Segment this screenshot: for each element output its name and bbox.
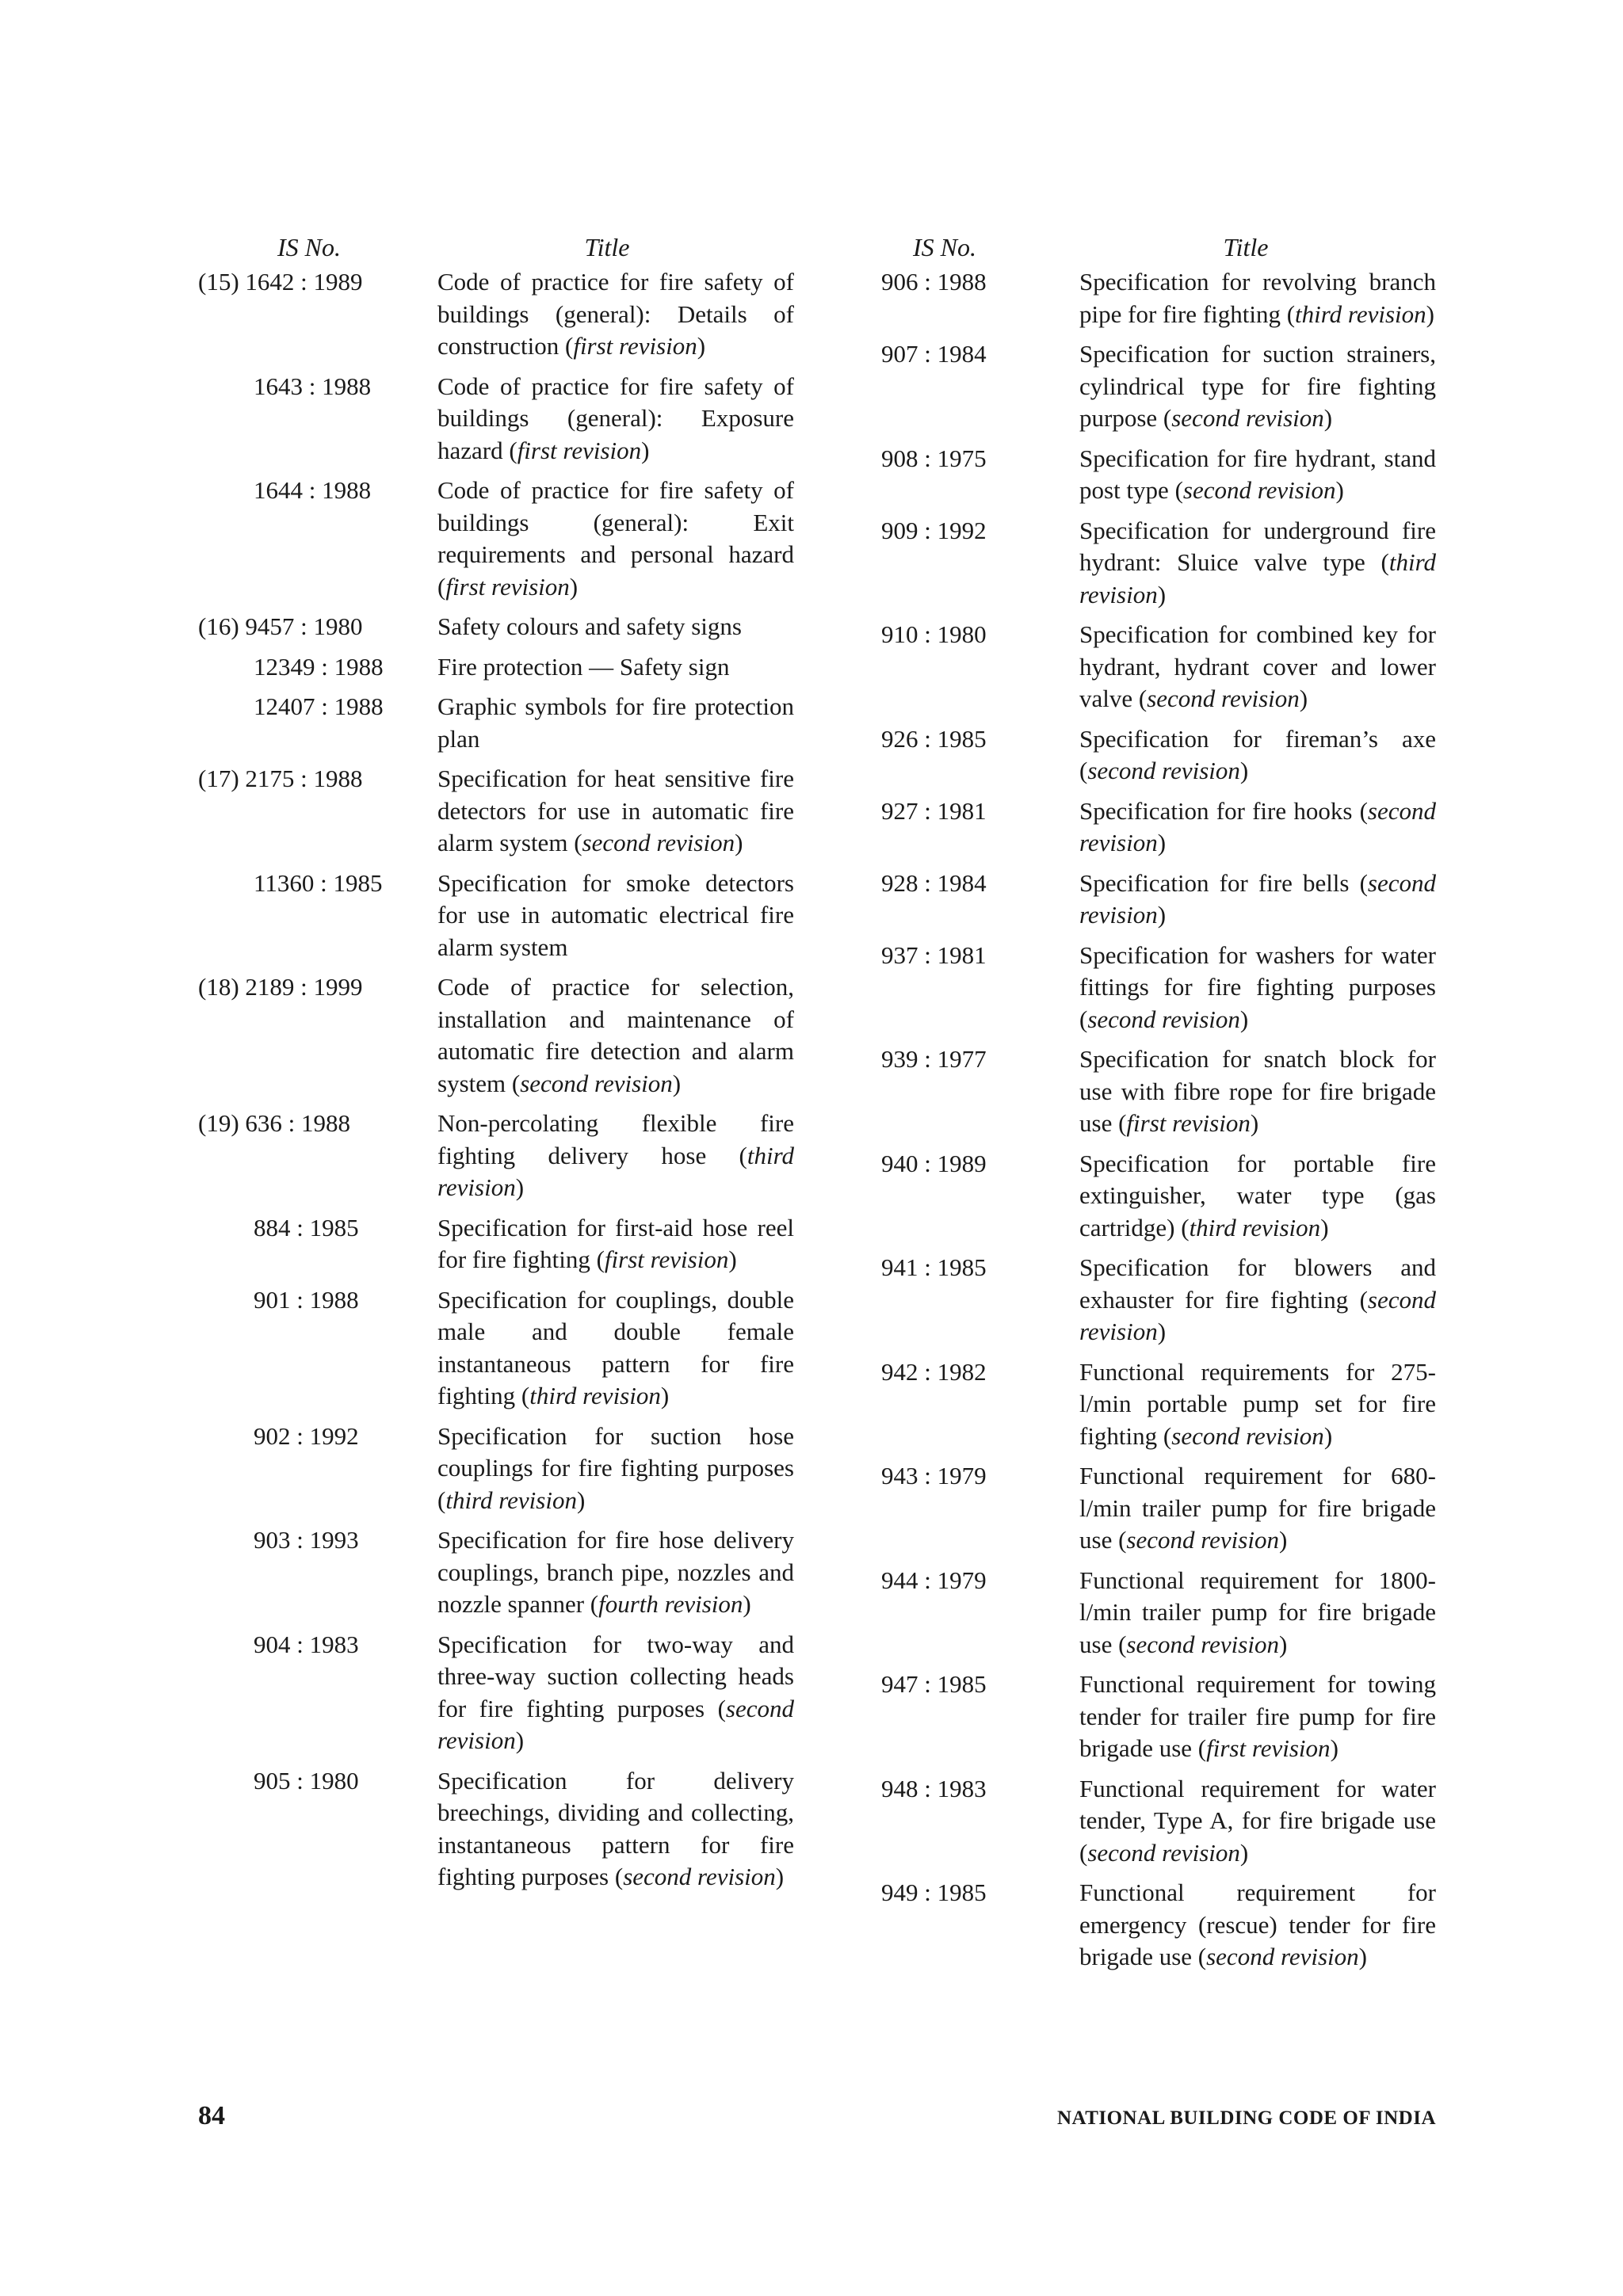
standard-title: Specification for blowers and exhauster for fire fighting (second revision) (1079, 1253, 1437, 1345)
standard-number: 948 : 1983 (881, 1774, 987, 1802)
standard-title-text: Functional requirement for towing tender for trailer fire pump for fire brigade use (1079, 1670, 1436, 1762)
standard-number: (15) 1642 : 1989 (198, 268, 363, 296)
revision-note: first revision (573, 332, 697, 360)
right-standards-list (881, 266, 1436, 1974)
standard-title: Code of practice for fire safety of buildings (general): Exposure hazard (first revision) (437, 372, 794, 464)
standard-title: Specification for washers for water fittings for fire fighting purposes (second revision) (1079, 940, 1436, 1033)
standard-entry (198, 1108, 794, 1204)
standard-title: Specification for fire hooks (second revision) (1079, 796, 1437, 856)
standard-title: Specification for fire hydrant, stand post type (second revision) (1079, 444, 1436, 504)
standard-title-text: Safety colours and safety signs (437, 612, 742, 640)
standard-title-text: Code of practice for selection, installation and maintenance of automatic fire detection and alarm system (437, 973, 794, 1097)
standard-title: Functional requirement for towing tender for trailer fire pump for fire brigade use (first revision) (1079, 1670, 1436, 1762)
standard-title-text: Specification for fire hose delivery couplings, branch pipe, nozzles and nozzle spanner (437, 1526, 794, 1618)
revision-note: second revision (1171, 404, 1324, 432)
revision-note: third revision (1189, 1213, 1321, 1241)
standard-title: Specification for delivery breechings, dividing and collecting, instantaneous pattern for fire fighting purposes (second revision) (437, 1766, 794, 1890)
revision-note: second revision (623, 1863, 776, 1890)
standard-number: 907 : 1984 (881, 340, 987, 368)
standard-title-text: Functional requirement for water tender, Type A, for fire brigade use (1079, 1774, 1436, 1834)
standard-title: Specification for heat sensitive fire detectors for use in automatic fire alarm system (second revision) (437, 765, 794, 856)
standard-title: Specification for suction strainers, cylindrical type for fire fighting purpose (second revision) (1079, 340, 1436, 432)
standard-entry (881, 1356, 1436, 1453)
standard-title-text: Specification for fire hydrant, stand post type (1079, 444, 1436, 504)
standard-number: 937 : 1981 (881, 940, 987, 969)
standard-entry (198, 1765, 794, 1894)
standard-title: Specification for suction hose couplings for fire fighting purposes (third revision) (437, 1421, 794, 1514)
right-column-header (881, 231, 1436, 263)
standard-entry (881, 795, 1436, 860)
revision-note: first revision (1206, 1734, 1331, 1762)
standard-title: Specification for two-way and three-way suction collecting heads for fire fighting purposes (second revision) (437, 1630, 794, 1754)
standard-title (437, 651, 794, 684)
standard-entry (198, 1524, 794, 1621)
standard-title-text: Fire protection — Safety sign (437, 652, 730, 681)
revision-note: third revision (437, 1141, 794, 1201)
standard-entry (881, 1460, 1436, 1557)
standard-title-text: Specification for combined key for hydrant, hydrant cover and lower valve (1079, 620, 1436, 712)
revision-note: second revision (1087, 1838, 1240, 1867)
revision-note: first revision (604, 1245, 729, 1273)
revision-note: fourth revision (598, 1590, 743, 1618)
revision-note: second revision (1087, 1005, 1240, 1033)
standard-title: Code of practice for fire safety of buildings (general): Details of construction (first revision) (437, 268, 794, 360)
standard-title: Functional requirement for emergency (rescue) tender for fire brigade use (second revision) (1079, 1878, 1436, 1970)
standard-title: Specification for snatch block for use with fibre rope for fire brigade use (first revision) (1079, 1045, 1436, 1137)
standard-title: Specification for fire bells (second revision) (1079, 868, 1436, 929)
standard-number: 941 : 1985 (881, 1253, 987, 1281)
revision-note: third revision (445, 1486, 577, 1514)
revision-note: second revision (1079, 868, 1436, 929)
standard-number: 901 : 1988 (254, 1285, 359, 1314)
standard-title: Specification for couplings, double male and double female instantaneous pattern for fire fighting (third revision) (437, 1285, 794, 1409)
standard-entry (198, 1629, 794, 1757)
standard-entry (881, 338, 1436, 435)
standard-entry (881, 1565, 1436, 1661)
standard-title-text: Code of practice for fire safety of buildings (general): Exposure hazard (437, 372, 794, 464)
standard-entry (881, 515, 1436, 612)
standard-title-text: Functional requirement for 1800-l/min trailer pump for fire brigade use (1079, 1566, 1436, 1658)
page-footer (198, 2101, 1436, 2131)
standard-entry (881, 1148, 1436, 1245)
standard-number: 905 : 1980 (254, 1766, 359, 1794)
page-number: 84 (198, 2101, 225, 2130)
standard-number: (17) 2175 : 1988 (198, 765, 363, 792)
revision-note: second revision (1206, 1943, 1359, 1970)
standard-entry (881, 1773, 1436, 1870)
standard-entry (881, 1669, 1436, 1765)
standard-title-text: Specification for couplings, double male and double female instantaneous pattern for fire fighting (437, 1285, 794, 1409)
revision-note: second revision (1079, 796, 1437, 856)
standard-number: 1644 : 1988 (254, 476, 372, 504)
standard-title-text: Specification for heat sensitive fire detectors for use in automatic fire alarm system (437, 765, 794, 856)
standard-title-text: Specification for suction hose couplings for fire fighting purposes (437, 1421, 794, 1482)
revision-note: second revision (1182, 476, 1336, 504)
standard-number: 884 : 1985 (254, 1213, 359, 1241)
standard-entry (881, 940, 1436, 1036)
standard-title-text: Specification for smoke detectors for use in automatic electrical fire alarm system (437, 868, 794, 961)
standard-entry (881, 1043, 1436, 1140)
standard-title: Specification for fireman’s axe (second revision) (1079, 724, 1436, 784)
standard-title: Code of practice for fire safety of buildings (general): Exit requirements and personal hazard (first revision) (437, 476, 794, 601)
isno-header: IS No. (913, 233, 976, 261)
standard-entry (198, 611, 794, 643)
standard-entry (198, 868, 794, 964)
revision-note: third revision (1295, 299, 1426, 328)
standard-entry (881, 443, 1436, 507)
standard-entry (198, 691, 794, 755)
standard-title-text: Specification for underground fire hydrant: Sluice valve type (1079, 516, 1436, 576)
standard-number: (19) 636 : 1988 (198, 1109, 351, 1137)
standard-number: 942 : 1982 (881, 1357, 987, 1386)
standard-entry (881, 1877, 1436, 1974)
standard-number: 908 : 1975 (881, 444, 987, 472)
standard-entry (881, 868, 1436, 932)
revision-note: second revision (1126, 1630, 1279, 1658)
standard-number: 947 : 1985 (881, 1670, 987, 1698)
standard-title: Specification for combined key for hydrant, hydrant cover and lower valve (second revision) (1079, 620, 1436, 712)
standard-title: Specification for revolving branch pipe for fire fighting (third revision) (1079, 268, 1436, 328)
standard-title-text: Specification for snatch block for use with fibre rope for fire brigade use (1079, 1045, 1436, 1137)
standard-title-text: Specification for delivery breechings, dividing and collecting, instantaneous pattern for fire fighting purposes (437, 1766, 794, 1890)
standard-title: Functional requirement for 1800-l/min trailer pump for fire brigade use (second revision) (1079, 1566, 1436, 1658)
standard-number: 926 : 1985 (881, 724, 987, 753)
revision-note: second revision (1147, 685, 1300, 712)
revision-note: third revision (529, 1382, 661, 1409)
standard-number: 902 : 1992 (254, 1421, 359, 1450)
standard-number: 904 : 1983 (254, 1630, 359, 1658)
standard-entry (198, 763, 794, 860)
left-column-header (198, 231, 794, 263)
standard-title: Specification for underground fire hydrant: Sluice valve type (third revision) (1079, 516, 1437, 608)
standard-title: Specification for fire hose delivery couplings, branch pipe, nozzles and nozzle spanner (fourth revision) (437, 1526, 794, 1618)
standard-title-text: Specification for suction strainers, cylindrical type for fire fighting purpose (1079, 340, 1436, 432)
standard-title-text: Specification for fire hooks (1079, 796, 1353, 825)
standard-title-text: Functional requirements for 275-l/min portable pump set for fire fighting (1079, 1357, 1436, 1450)
standard-number: 944 : 1979 (881, 1566, 987, 1594)
standard-title-text: Code of practice for fire safety of buildings (general): Details of construction (437, 268, 794, 360)
standard-title (437, 691, 794, 755)
standard-number: 1643 : 1988 (254, 372, 372, 400)
standard-title-text: Specification for two-way and three-way suction collecting heads for fire fighting purposes (437, 1630, 794, 1722)
standard-number: 943 : 1979 (881, 1462, 987, 1489)
standard-number: 906 : 1988 (881, 268, 987, 296)
standard-title: Functional requirement for water tender, Type A, for fire brigade use (second revision) (1079, 1774, 1436, 1867)
standard-entry (881, 266, 1436, 330)
left-column (198, 231, 794, 1901)
revision-note: first revision (517, 436, 642, 464)
standard-number: 949 : 1985 (881, 1878, 987, 1906)
standard-entry (881, 1252, 1436, 1348)
standard-number: 12349 : 1988 (254, 652, 384, 681)
revision-note: first revision (445, 572, 570, 601)
standard-entry (198, 651, 794, 684)
revision-note: second revision (437, 1694, 794, 1754)
title-header: Title (1223, 233, 1269, 261)
standard-number: 940 : 1989 (881, 1149, 987, 1177)
standard-title: Functional requirements for 275-l/min portable pump set for fire fighting (second revision) (1079, 1357, 1436, 1450)
revision-note: second revision (1079, 1285, 1437, 1345)
standard-title-text: Specification for washers for water fittings for fire fighting purposes (1079, 940, 1436, 1001)
left-standards-list (198, 266, 794, 1894)
standard-number: 910 : 1980 (881, 620, 987, 648)
revision-note: second revision (1171, 1421, 1324, 1450)
standard-number: 12407 : 1988 (254, 692, 384, 720)
standard-entry (198, 371, 794, 467)
standard-number: (16) 9457 : 1980 (198, 612, 363, 640)
right-column (881, 231, 1436, 1981)
standard-number: (18) 2189 : 1999 (198, 973, 363, 1001)
standard-entry (198, 1284, 794, 1413)
revision-note: second revision (520, 1069, 673, 1097)
standard-title: Specification for portable fire extinguisher, water type (gas cartridge) (third revision) (1079, 1149, 1436, 1241)
standard-title-text: Specification for revolving branch pipe for fire fighting (1079, 268, 1436, 328)
standard-title-text: Specification for fire bells (1079, 868, 1350, 897)
revision-note: third revision (1079, 548, 1437, 608)
revision-note: second revision (1126, 1526, 1279, 1554)
title-header: Title (584, 233, 630, 261)
standard-number: 909 : 1992 (881, 516, 987, 544)
standard-number: 903 : 1993 (254, 1526, 359, 1554)
standard-entry (198, 971, 794, 1100)
standard-title: Functional requirement for 680-l/min trailer pump for fire brigade use (second revision) (1079, 1462, 1436, 1554)
standard-title-text: Code of practice for fire safety of buildings (general): Exit requirements and personal hazard (437, 476, 794, 568)
standard-entry (881, 619, 1436, 715)
running-title: NATIONAL BUILDING CODE OF INDIA (1056, 2107, 1436, 2129)
standard-entry (198, 266, 794, 363)
standard-title (437, 868, 794, 964)
standard-title-text: Specification for first-aid hose reel for fire fighting (437, 1213, 794, 1273)
standard-number: 928 : 1984 (881, 868, 987, 897)
isno-header: IS No. (277, 233, 341, 261)
standard-title-text: Functional requirement for emergency (rescue) tender for fire brigade use (1079, 1878, 1436, 1970)
standard-title-text: Specification for blowers and exhauster for fire fighting (1079, 1253, 1436, 1314)
standard-title: Non-percolating flexible fire fighting delivery hose (third revision) (437, 1109, 794, 1201)
standard-number: 939 : 1977 (881, 1045, 987, 1073)
standard-number: 11360 : 1985 (254, 868, 383, 897)
standard-title-text: Functional requirement for 680-l/min trailer pump for fire brigade use (1079, 1462, 1436, 1554)
standard-title-text: Specification for portable fire extinguisher, water type (gas cartridge) (1079, 1149, 1436, 1241)
revision-note: second revision (582, 829, 735, 856)
standard-title-text: Graphic symbols for fire protection plan (437, 692, 794, 753)
standard-title-text: Specification for fireman’s axe (1079, 724, 1436, 753)
standard-entry (198, 475, 794, 603)
revision-note: first revision (1126, 1109, 1251, 1137)
standard-entry (198, 1212, 794, 1276)
standard-title-text: Non-percolating flexible fire fighting delivery hose (437, 1109, 794, 1169)
standard-entry (881, 723, 1436, 788)
standard-title: Specification for first-aid hose reel for fire fighting (first revision) (437, 1213, 794, 1273)
standard-title: Code of practice for selection, installation and maintenance of automatic fire detection and alarm system (second revision) (437, 973, 794, 1097)
standard-number: 927 : 1981 (881, 796, 987, 825)
revision-note: second revision (1087, 757, 1240, 784)
standard-title (437, 611, 794, 643)
standard-entry (198, 1421, 794, 1517)
